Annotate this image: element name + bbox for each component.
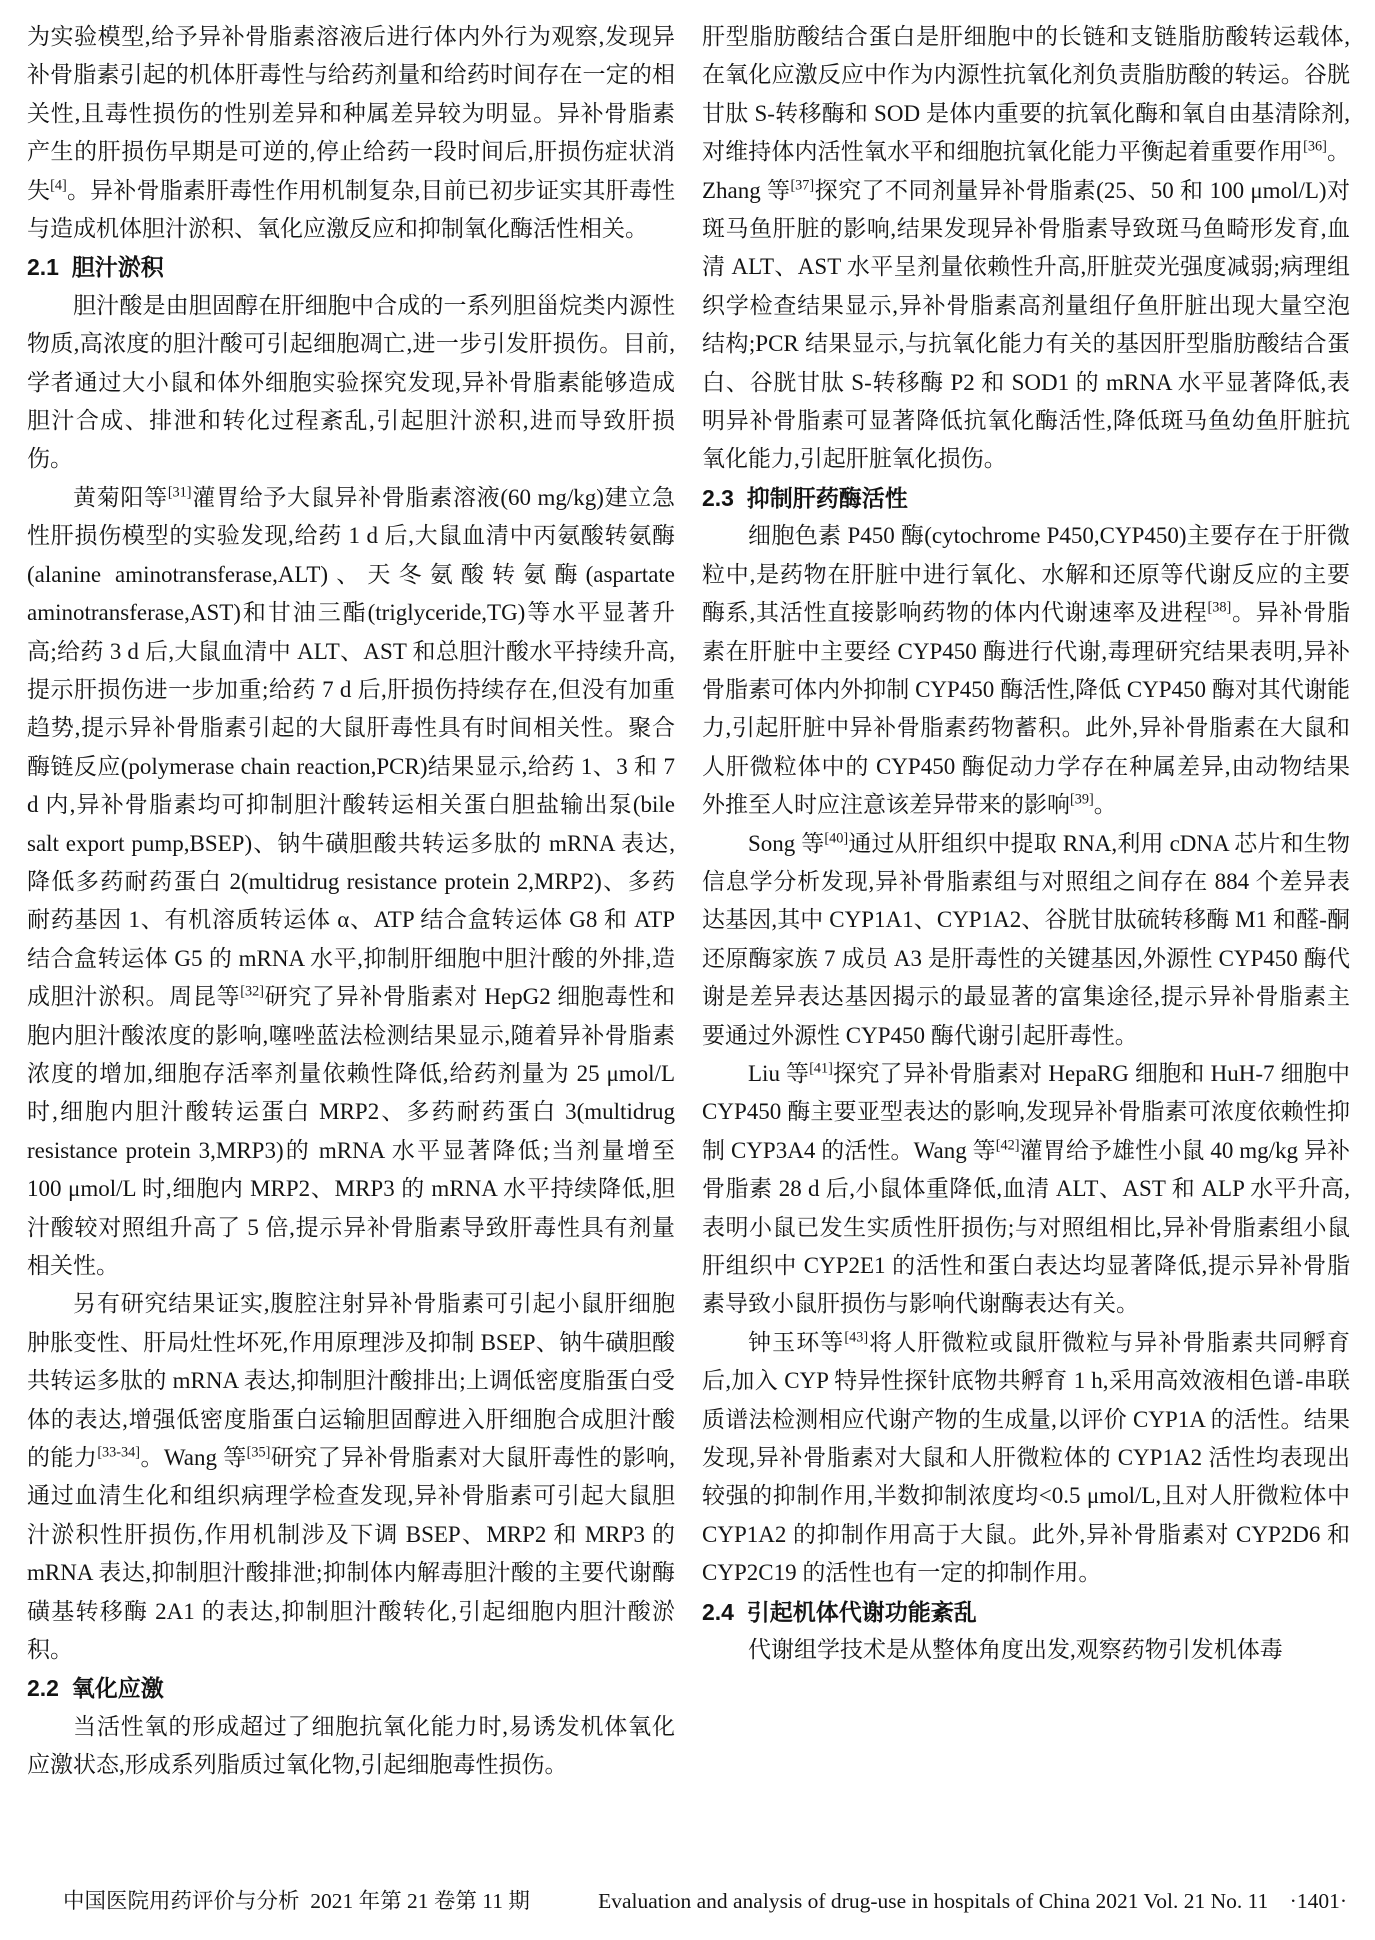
paragraph: Song 等[40]通过从肝组织中提取 RNA,利用 cDNA 芯片和生物信息学分析发现,异补骨脂素组与对照组之间存在 884 个差异表达基因,其中 CYP1A1、CYP1A2、谷胱甘肽硫转移酶 M1 和醛-酮还原酶家族 7 成员 A3 是肝毒性的关键基因,外源性 CYP450 酶代谢是差异表达基因揭示的最显著的富集途径,提示异补骨脂素主要通过外源性 CYP450 酶代谢引起肝毒性。 xyxy=(702,829,1350,1048)
journal-title-en: Evaluation and analysis of drug-use in hospitals of China 2021 Vol. 21 No. 11 xyxy=(598,1889,1269,1913)
paragraph: 钟玉环等[43]将人肝微粒或鼠肝微粒与异补骨脂素共同孵育后,加入 CYP 特异性探针底物共孵育 1 h,采用高效液相色谱-串联质谱法检测相应代谢产物的生成量,以评价 CYP1A 的活性。结果发现,异补骨脂素对大鼠和人肝微粒体的 CYP1A2 活性均表现出较强的抑制作用,半数抑制浓度均<0.5 μmol/L,且对人肝微粒体中 CYP1A2 的抑制作用高于大鼠。此外,异补骨脂素对 CYP2D6 和 CYP2C19 的活性也有一定的抑制作用。 xyxy=(702,1329,1350,1586)
two-column-text-area xyxy=(27,18,1350,1785)
paragraph: 黄菊阳等[31]灌胃给予大鼠异补骨脂素溶液(60 mg/kg)建立急性肝损伤模型的实验发现,给药 1 d 后,大鼠血清中丙氨酸转氨酶(alanine aminotransferase,ALT)、天冬氨酸转氨酶(aspartate aminotransferase,AST)和甘油三酯(triglyceride,TG)等水平显著升高;给药 3 d 后,大鼠血清中 ALT、AST 和总胆汁酸水平持续升高,提示肝损伤进一步加重;给药 7 d 后,肝损伤持续存在,但没有加重趋势,提示异补骨脂素引起的大鼠肝毒性具有时间相关性。聚合酶链反应(polymerase chain reaction,PCR)结果显示,给药 1、3 和 7 d 内,异补骨脂素均可抑制胆汁酸转运相关蛋白胆盐输出泵(bile salt export pump,BSEP)、钠牛磺胆酸共转运多肽的 mRNA 表达,降低多药耐药蛋白 2(multidrug resistance protein 2,MRP2)、多药耐药基因 1、有机溶质转运体 α、ATP 结合盒转运体 G8 和 ATP 结合盒转运体 G5 的 mRNA 水平,抑制肝细胞中胆汁酸的外排,造成胆汁淤积。周昆等[32]研究了异补骨脂素对 HepG2 细胞毒性和胞内胆汁酸浓度的影响,噻唑蓝法检测结果显示,随着异补骨脂素浓度的增加,细胞存活率剂量依赖性降低,给药剂量为 25 μmol/L 时,细胞内胆汁酸转运蛋白 MRP2、多药耐药蛋白 3(multidrug resistance protein 3,MRP3)的 mRNA 水平显著降低;当剂量增至 100 μmol/L 时,细胞内 MRP2、MRP3 的 mRNA 水平持续降低,胆汁酸较对照组升高了 5 倍,提示异补骨脂素导致肝毒性具有剂量相关性。 xyxy=(27,484,676,1278)
paragraph: Liu 等[41]探究了异补骨脂素对 HepaRG 细胞和 HuH-7 细胞中 CYP450 酶主要亚型表达的影响,发现异补骨脂素可浓度依赖性抑制 CYP3A4 的活性。Wang 等[42]灌胃给予雄性小鼠 40 mg/kg 异补骨脂素 28 d 后,小鼠体重降低,血清 ALT、AST 和 ALP 水平升高,表明小鼠已发生实质性肝损伤;与对照组相比,异补骨脂素组小鼠肝组织中 CYP2E1 的活性和蛋白表达均显著降低,提示异补骨脂素导致小鼠肝损伤与影响代谢酶表达有关。 xyxy=(702,1060,1350,1317)
section-heading: 2.3 抑制肝药酶活性 xyxy=(702,484,908,511)
text-column-right xyxy=(702,18,1350,1785)
section-heading: 2.4 引起机体代谢功能紊乱 xyxy=(702,1598,977,1625)
paragraph: 为实验模型,给予异补骨脂素溶液后进行体内外行为观察,发现异补骨脂素引起的机体肝毒性与给药剂量和给药时间存在一定的相关性,且毒性损伤的性别差异和种属差异较为明显。异补骨脂素产生的肝损伤早期是可逆的,停止给药一段时间后,肝损伤症状消失[4]。异补骨脂素肝毒性作用机制复杂,目前已初步证实其肝毒性与造成机体胆汁淤积、氧化应激反应和抑制氧化酶活性相关。 xyxy=(27,24,676,242)
paragraph: 细胞色素 P450 酶(cytochrome P450,CYP450)主要存在于肝微粒中,是药物在肝脏中进行氧化、水解和还原等代谢反应的主要酶系,其活性直接影响药物的体内代谢速率及进程[38]。异补骨脂素在肝脏中主要经 CYP450 酶进行代谢,毒理研究结果表明,异补骨脂素可体内外抑制 CYP450 酶活性,降低 CYP450 酶对其代谢能力,引起肝脏中异补骨脂素药物蓄积。此外,异补骨脂素在大鼠和人肝微粒体中的 CYP450 酶促动力学存在种属差异,由动物结果外推至人时应注意该差异带来的影响[39]。 xyxy=(702,523,1351,818)
paragraph: 当活性氧的形成超过了细胞抗氧化能力时,易诱发机体氧化应激状态,形成系列脂质过氧化物,引起细胞毒性损伤。 xyxy=(27,1713,675,1778)
section-heading: 2.1 胆汁淤积 xyxy=(27,254,164,281)
page-number: ·1401· xyxy=(1289,1889,1347,1913)
page-footer xyxy=(0,1884,1375,1915)
section-heading: 2.2 氧化应激 xyxy=(27,1675,164,1702)
paragraph: 胆汁酸是由胆固醇在肝细胞中合成的一系列胆甾烷类内源性物质,高浓度的胆汁酸可引起细胞凋亡,进一步引发肝损伤。目前,学者通过大小鼠和体外细胞实验探究发现,异补骨脂素能够造成胆汁合成、排泄和转化过程紊乱,引起胆汁淤积,进而导致肝损伤。 xyxy=(27,292,675,472)
paragraph: 代谢组学技术是从整体角度出发,观察药物引发机体毒 xyxy=(748,1637,1283,1663)
footer-right xyxy=(598,1889,1347,1914)
paragraph: 另有研究结果证实,腹腔注射异补骨脂素可引起小鼠肝细胞肿胀变性、肝局灶性坏死,作用原理涉及抑制 BSEP、钠牛磺胆酸共转运多肽的 mRNA 表达,抑制胆汁酸排出;上调低密度脂蛋白受体的表达,增强低密度脂蛋白运输胆固醇进入肝细胞合成胆汁酸的能力[33-34]。Wang 等[35]研究了异补骨脂素对大鼠肝毒性的影响,通过血清生化和组织病理学检查发现,异补骨脂素可引起大鼠胆汁淤积性肝损伤,作用机制涉及下调 BSEP、MRP2 和 MRP3 的 mRNA 表达,抑制胆汁酸排泄;抑制体内解毒胆汁酸的主要代谢酶磺基转移酶 2A1 的表达,抑制胆汁酸转化,引起细胞内胆汁酸淤积。 xyxy=(27,1291,676,1663)
journal-title-zh: 中国医院用药评价与分析 2021 年第 21 卷第 11 期 xyxy=(63,1889,530,1913)
paragraph: 肝型脂肪酸结合蛋白是肝细胞中的长链和支链脂肪酸转运载体,在氧化应激反应中作为内源性抗氧化剂负责脂肪酸的转运。谷胱甘肽 S-转移酶和 SOD 是体内重要的抗氧化酶和氧自由基清除剂,对维持体内活性氧水平和细胞抗氧化能力平衡起着重要作用[36]。Zhang 等[37]探究了不同剂量异补骨脂素(25、50 和 100 μmol/L)对斑马鱼肝脏的影响,结果发现异补骨脂素导致斑马鱼畸形发育,血清 ALT、AST 水平呈剂量依赖性升高,肝脏荧光强度减弱;病理组织学检查结果显示,异补骨脂素高剂量组仔鱼肝脏出现大量空泡结构;PCR 结果显示,与抗氧化能力有关的基因肝型脂肪酸结合蛋白、谷胱甘肽 S-转移酶 P2 和 SOD1 的 mRNA 水平显著降低,表明异补骨脂素可显著降低抗氧化酶活性,降低斑马鱼幼鱼肝脏抗氧化能力,引起肝脏氧化损伤。 xyxy=(702,24,1351,472)
text-column-left xyxy=(27,18,675,1785)
